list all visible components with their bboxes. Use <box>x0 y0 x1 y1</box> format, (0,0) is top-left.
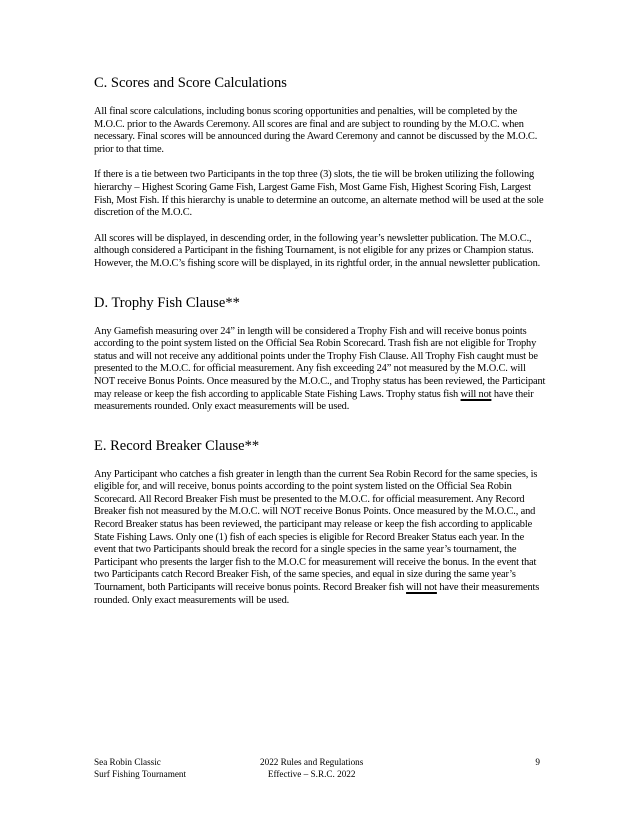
record-text-post: have their measurements rounded. Only exact measurements will be used. <box>94 582 540 606</box>
footer-event-name: Sea Robin Classic <box>94 757 161 767</box>
footer-center <box>260 756 363 780</box>
footer-left <box>94 756 186 780</box>
section-scores <box>94 74 546 271</box>
section-heading-trophy: D. Trophy Fish Clause** <box>94 294 240 311</box>
record-underlined-text: will not <box>406 582 437 594</box>
footer-effective-date: Effective – S.R.C. 2022 <box>267 769 356 779</box>
scores-paragraph-3: All scores will be displayed, in descending order, in the following year’s newsletter publication. The M.O.C., although considered a Participant in the fishing Tournament, is not eligible for any prizes or Champion status. However, the M.O.C’s fishing score will be displayed, in its rightful order, in the annual newsletter publication. <box>94 232 541 269</box>
trophy-underlined-text: will not <box>460 388 492 400</box>
section-trophy-fish <box>94 294 546 414</box>
trophy-text-pre: Any Gamefish measuring over 24” in length will be considered a Trophy Fish and will receive bonus points according to the point system listed on the Official Sea Robin Scorecard. Trash fish are not eligible for Trophy status and will not receive any additional points under the Trophy Fish Clause. All Trophy Fish caught must be presented to the M.O.C. for official measurement. Any fish exceeding 24” not measured by the M.O.C. will NOT receive Bonus Points. Once measured by the M.O.C., and Trophy status has been reviewed, the Participant may release or keep the fish according to applicable State Fishing Laws. Trophy status fish <box>94 325 546 400</box>
record-text-pre: Any Participant who catches a fish greater in length than the current Sea Robin Record for the same species, is eligible for, and will receive, bonus points according to the point system listed on the Official Sea Robin Scorecard. All Record Breaker Fish must be presented to the M.O.C. for official measurement. Any Record Breaker fish not measured by the M.O.C. will NOT receive Bonus Points. Once measured by the M.O.C., and Record Breaker status has been reviewed, the participant may release or keep the fish according to applicable State Fishing Laws. Only one (1) fish of each species is eligible for Record Breaker Status each year. In the event that two Participants should break the record for a single species in the same year’s tournament, the Participant who presents the larger fish to the M.O.C for measurement will receive the bonus. In the event that two Participants catch Record Breaker Fish, of the same species, and equal in size during the same year’s Tournament, both Participants will receive bonus points. Record Breaker fish <box>94 468 538 594</box>
scores-paragraph-2: If there is a tie between two Participants in the top three (3) slots, the tie will be broken utilizing the following hierarchy – Highest Scoring Game Fish, Largest Game Fish, Most Game Fish, Highest Scoring Fish, Largest Fish, Most Fish. If this hierarchy is unable to determine an outcome, an alternate method will be used at the sole discretion of the M.O.C. <box>94 169 544 219</box>
section-heading-record: E. Record Breaker Clause** <box>94 437 260 454</box>
page-content <box>94 74 546 630</box>
trophy-paragraph <box>94 326 546 414</box>
section-record-breaker <box>94 437 546 608</box>
footer-document-title: 2022 Rules and Regulations <box>260 757 364 767</box>
section-heading-scores: C. Scores and Score Calculations <box>94 75 287 91</box>
scores-paragraph-1: All final score calculations, including bonus scoring opportunities and penalties, will be completed by the M.O.C. prior to the Awards Ceremony. All scores are final and are subject to rounding by the M.O.C. when necessary. Final scores will be announced during the Award Ceremony and cannot be discussed by the M.O.C. prior to that time. <box>94 106 538 155</box>
trophy-text-post: have their measurements rounded. Only exact measurements will be used. <box>94 388 534 413</box>
record-paragraph <box>94 469 546 608</box>
footer-event-type: Surf Fishing Tournament <box>94 769 187 779</box>
footer-page-number: 9 <box>535 757 540 767</box>
